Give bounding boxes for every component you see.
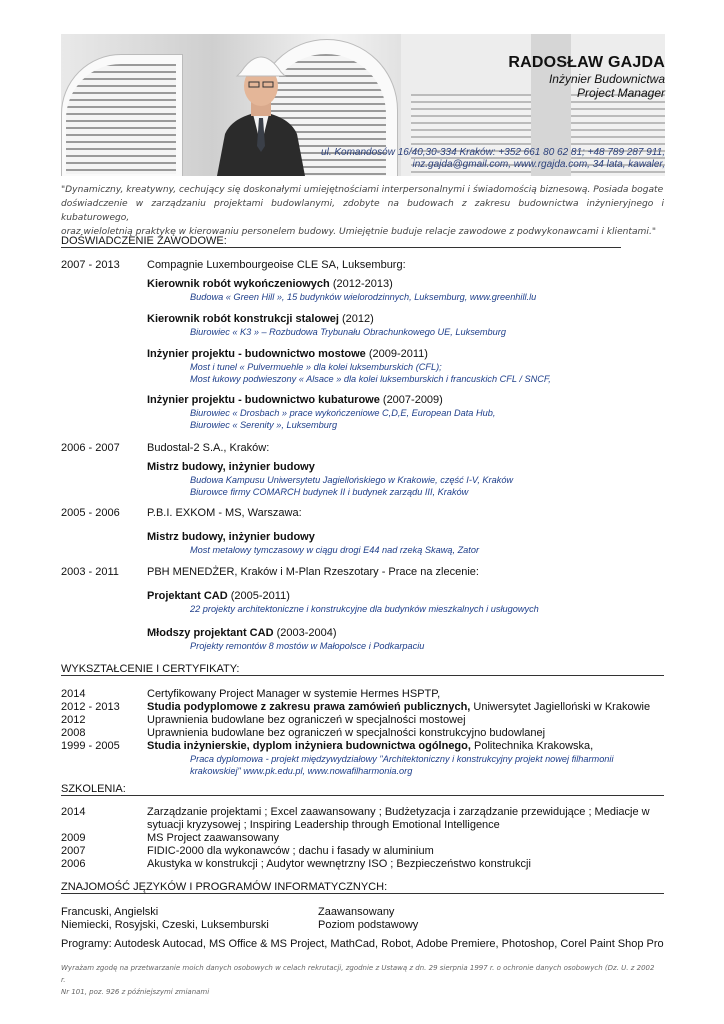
experience-divider — [61, 247, 621, 248]
training-year: 2007 — [61, 845, 86, 857]
role-detail: Projekty remontów 8 mostów w Małopolsce i Podkarpaciu — [190, 641, 425, 651]
employer-years: 2005 - 2006 — [61, 507, 120, 519]
consent-line: Nr 101, poz. 926 z późniejszymi zmianami — [61, 988, 210, 996]
role-period: (2005-2011) — [227, 590, 290, 602]
summary-line: oraz wieloletnią praktykę w kierowaniu personelem budowy. Umiejętnie buduje relacje zawodowe z podwykonawcami i klientami." — [61, 227, 657, 237]
training-item: MS Project zaawansowany — [147, 832, 280, 844]
role-entry — [147, 531, 315, 544]
consent-line: Wyrażam zgodę na przetwarzanie moich danych osobowych w celach rekrutacji, zgodnie z Ustawą z dn. 29 sierpnia 1997 r. o ochronie danych osobowych (Dz. U. z 2002 r. — [61, 964, 655, 984]
language-level: Poziom podstawowy — [318, 919, 419, 931]
education-item-text: Certyfikowany Project Manager w systemie Hermes HSPTP, — [147, 688, 441, 700]
role-detail: Budowa Kampusu Uniwersytetu Jagiellońskiego w Krakowie, część I-V, Kraków — [190, 475, 514, 485]
role-title: Mistrz budowy, inżynier budowy — [147, 531, 315, 543]
employer-name: Budostal-2 S.A., Kraków: — [147, 442, 270, 454]
training-item: Zarządzanie projektami ; Excel zaawansowany ; Budżetyzacja i zarządzanie przewidujące ; Mediacje w — [147, 806, 650, 818]
education-item — [147, 740, 593, 753]
role-entry — [147, 590, 290, 603]
job-title-primary: Inżynier Budownictwa — [548, 72, 665, 86]
role-title: Kierownik robót konstrukcji stalowej — [147, 313, 339, 325]
role-detail: 22 projekty architektoniczne i konstrukcyjne dla budynków mieszkalnych i usługowych — [190, 604, 539, 614]
experience-heading: DOŚWIADCZENIE ZAWODOWE: — [61, 235, 227, 247]
thesis-detail: krakowskiej" www.pk.edu.pl, www.nowafilharmonia.org — [190, 766, 413, 776]
education-item-text: Uprawnienia budowlane bez ograniczeń w specjalności mostowej — [147, 714, 466, 726]
role-title: Inżynier projektu - budownictwo kubaturowe — [147, 394, 380, 406]
role-period: (2003-2004) — [273, 627, 337, 639]
education-item-bold: Studia inżynierskie, dyplom inżyniera budownictwa ogólnego, — [147, 740, 471, 752]
employer-name: Compagnie Luxembourgeoise CLE SA, Luksemburg: — [147, 259, 406, 271]
languages-list: Francuski, Angielski — [61, 906, 159, 918]
languages-heading: ZNAJOMOŚĆ JĘZYKÓW I PROGRAMÓW INFORMATYCZNYCH: — [61, 881, 388, 893]
employer-name: PBH MENEDŻER, Kraków i M-Plan Rzeszotary - Prace na zlecenie: — [147, 566, 479, 578]
languages-list: Niemiecki, Rosyjski, Czeski, Luksemburski — [61, 919, 269, 931]
education-item-text: Uprawnienia budowlane bez ograniczeń w specjalności konstrukcyjno budowlanej — [147, 727, 546, 739]
role-title: Mistrz budowy, inżynier budowy — [147, 461, 315, 473]
training-divider — [61, 795, 664, 796]
education-item — [147, 701, 650, 714]
role-period: (2012-2013) — [329, 278, 393, 290]
education-year: 1999 - 2005 — [61, 740, 120, 752]
training-year: 2014 — [61, 806, 86, 818]
role-detail: Most i tunel « Pulvermuehle » dla kolei luksemburskich (CFL); — [190, 362, 442, 372]
education-divider — [61, 675, 664, 676]
training-item: Akustyka w konstrukcji ; Audytor wewnętrzny ISO ; Bezpieczeństwo konstrukcji — [147, 858, 531, 870]
education-year: 2012 - 2013 — [61, 701, 120, 713]
education-item-bold: Studia podyplomowe z zakresu prawa zamówień publicznych, — [147, 701, 471, 713]
profile-summary — [61, 183, 664, 239]
role-title: Kierownik robót wykończeniowych — [147, 278, 330, 290]
role-period: (2007-2009) — [379, 394, 443, 406]
role-detail: Biurowiec « K3 » – Rozbudowa Trybunału Obrachunkowego UE, Luksemburg — [190, 327, 506, 337]
role-title: Młodszy projektant CAD — [147, 627, 274, 639]
role-detail: Biurowce firmy COMARCH budynek II i budynek zarządu III, Kraków — [190, 487, 469, 497]
role-entry — [147, 278, 393, 291]
employer-years: 2006 - 2007 — [61, 442, 120, 454]
education-heading: WYKSZTAŁCENIE I CERTYFIKATY: — [61, 663, 240, 675]
education-item — [147, 727, 545, 740]
training-item-cont: sytuacji kryzysowej ; Inspiring Leadership through Emotional Intelligence — [147, 819, 500, 831]
role-title: Projektant CAD — [147, 590, 228, 602]
candidate-name: RADOSŁAW GAJDA — [508, 54, 665, 71]
education-year: 2014 — [61, 688, 86, 700]
employer-name: P.B.I. EXKOM - MS, Warszawa: — [147, 507, 302, 519]
role-period: (2009-2011) — [365, 348, 428, 360]
training-item: FIDIC-2000 dla wykonawców ; dachu i fasady w aluminium — [147, 845, 434, 857]
education-item-text: Politechnika Krakowska, — [470, 740, 594, 752]
contact-email-web: inz.gajda@gmail.com, www.rgajda.com, 34 lata, kawaler, — [412, 159, 665, 170]
role-entry — [147, 313, 374, 326]
language-level: Zaawansowany — [318, 906, 395, 918]
software-programs: Programy: Autodesk Autocad, MS Office & MS Project, MathCad, Robot, Adobe Premiere, Photoshop, Corel Paint Shop Pro — [61, 938, 664, 950]
job-title-secondary: Project Manager — [576, 86, 665, 100]
education-year: 2008 — [61, 727, 86, 739]
role-entry — [147, 348, 428, 361]
role-title: Inżynier projektu - budownictwo mostowe — [147, 348, 366, 360]
languages-divider — [61, 893, 664, 894]
building-facade-lines — [66, 64, 176, 174]
employer-years: 2003 - 2011 — [61, 566, 119, 578]
thesis-detail: Praca dyplomowa - projekt międzywydziałowy "Architektoniczny i konstrukcyjny projekt nowej filharmonii — [190, 754, 614, 764]
training-year: 2006 — [61, 858, 86, 870]
role-detail: Most metalowy tymczasowy w ciągu drogi E44 nad rzeką Skawą, Zator — [190, 545, 480, 555]
role-entry — [147, 394, 443, 407]
role-detail: Most łukowy podwieszony « Alsace » dla kolei luksemburskich i francuskich CFL / SNCF, — [190, 374, 551, 384]
summary-line: doświadczenie w zarządzaniu projektami budowlanymi, zdobyte na budowach z zakresu budownictwa inżynieryjnego i kubaturowego, — [61, 199, 664, 223]
employer-years: 2007 - 2013 — [61, 259, 120, 271]
education-year: 2012 — [61, 714, 86, 726]
role-detail: Biurowiec « Drosbach » prace wykończeniowe C,D,E, European Data Hub, — [190, 408, 496, 418]
role-entry — [147, 627, 337, 640]
education-item-text: Uniwersytet Jagielloński w Krakowie — [470, 701, 651, 713]
training-year: 2009 — [61, 832, 86, 844]
training-heading: SZKOLENIA: — [61, 783, 126, 795]
profile-photo — [211, 34, 311, 176]
data-processing-consent — [61, 962, 661, 998]
education-item — [147, 688, 440, 701]
education-item — [147, 714, 466, 727]
role-entry — [147, 461, 315, 474]
role-period: (2012) — [338, 313, 374, 325]
contact-address-phone: ul. Komandosów 16/40,30-334 Kraków: +352 661 80 62 81; +48 789 287 911, — [321, 147, 665, 158]
role-detail: Budowa « Green Hill », 15 budynków wielorodzinnych, Luksemburg, www.greenhill.lu — [190, 292, 537, 302]
summary-line: "Dynamiczny, kreatywny, cechujący się doskonałymi umiejętnościami interpersonalnymi i świadomością biznesową. Posiada bogate — [61, 185, 664, 195]
role-detail: Biurowiec « Serenity », Luksemburg — [190, 420, 338, 430]
